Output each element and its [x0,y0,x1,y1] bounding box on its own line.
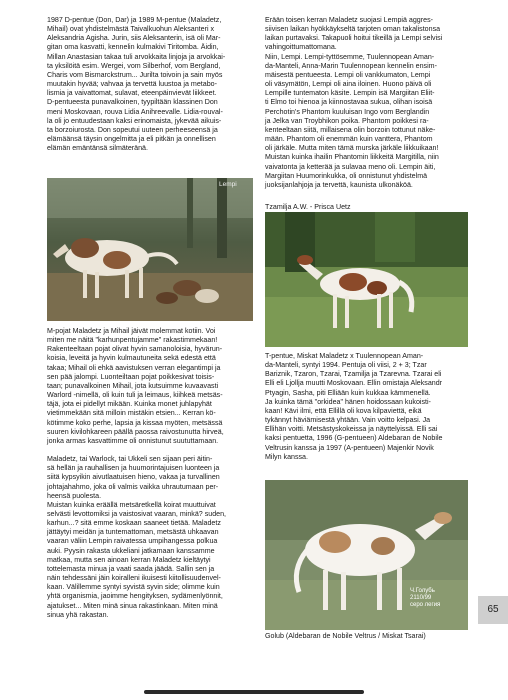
tzamilja-caption: Tzamilja A.W. - Prisca Uetz [265,203,351,211]
right-column-top-text [265,16,469,199]
right-column-middle-text [265,352,469,471]
left-paragraph-3: Maladetz, tai Warlock, tai Ukkeli sen sijaan peri äitin- sä hellän ja rauhallisen ja huumorintajuisen luonteen ja siitä kypsyikin aivutlaatuisen hieno, vakaa ja turvallinen johtajahahmo, joka oli valmis vaikka uhrautumaan per- heensä puolesta. Muistan kuinka eräällä metsäretkellä koirat muuttuivat selvästi levottomiksi ja vaistosivat vaaran, minkä? suden, karhun...? sitä emme koskaan saaneet tietää. Maladetz jättäytyi meidän ja tuntemattoman, metsästä uhkaavan vaaran väliin Lempin raivatessa umpihangessa polkua auki. Pyysin rakasta ukkeliani jatkamaan kanssamme matkaa, mutta sen ainoan kerran Maladetz kieltäytyi tottelemasta minua ja vaati saada jäädä. Sallin sen ja näin tehdessäni jäin koiralleni ikuisesti kiitollisuudenvel- kaan. Välillemme syntyi syvistä syvin side; olimme kuin yhtä organismia, jaoimme hengityksen, sydämenlyönnit, ajatukset... Miten minä sinua rakastinkaan. Miten minä sinua yhä rakastan. [47,455,226,619]
tzamilja-photo-image [265,212,468,347]
left-paragraph-2: M-pojat Maladetz ja Mihail jäivät molemmat kotiin. Voi miten me näitä "karhunpentujamme" rakastimmekaan! Rakenteeltaan pojat olivat hyvin samanoloisia, hyvärun- koisia, leveitä ja hyvin kulmautuneita sekä edestä että takaa; Mihail oli ehkä aavistuksen verran elegantimpi ja sen pää jalompi. Luonteiltaan pojat poikkesivat toisis- taan; punavalkoinen Mihail, jota kutsuimme kuvaavasti Warlord -nimellä, oli kuin tuli ja leimaus, kiihkeä metsäs- täjä, jota ei pidellyt mikään. Kuinka monet juhlapyhät vietimmekään sitä milloin mistäkin etsien... Kerran kö- kötimme koko perhe, lapsia ja kissaa myöten, metsässä suuren kivilohkareen päällä paossa raivostunutta hirveä, jonka armas kasvattimme oli onnistunut suututtamaan. [47,327,224,445]
page-number: 65 [478,596,508,624]
left-column-bottom-text [47,327,255,629]
tzamilja-photo [265,212,468,347]
lempi-photo-credit: Lempi [219,181,237,188]
left-paragraph-1: 1987 D-pentue (Don, Dar) ja 1989 M-pentue (Maladetz, Mihail) ovat yhdistelmästä Taivalkuohun Aleksanteri x Aleksandriа Agisha. Jurin, siis Aleksanterin, isä oli Mar- gitan oma kasvatti, kennelin kulmakivi Tiritomba. Äidin, Millan Anastasian takaa tuli arvokkaita linjoja ja arvokkai- ta yksilöitä esim. Wergei, vom Silberhof, vom Bergland, Charis vom Bismarckstrum... Jurilta toivoin ja sain myös muutakin hyvää; vahvaa ja tervettä luustoa ja metabo- lismia ja vaivattomat, sulavat, eteenpäinvievät liikkeet. D-pentueesta punavalkoinen, tyypiltään klassinen Don meni Moskovaan, rouva Lidia Anihreevalle. Lidia-rouval- la oli jo entuudestaan kaksi erinomaista, jykevää aikuis- ta borzoiurosta. Don sopeutui uuteen perheeseensä ja elämäänsä täysin ongelmitta ja eli pitkän ja onnellisen elämän emäntänsä silmäteränä. [47,16,226,153]
right-paragraph-2: T-pentue, Miskat Maladetz x Tuulennopean Aman- da-Manteli, syntyi 1994. Pentuja oli viisi, 2 + 3; Tzar Bariznik, Tzaron, Tzarai, Tzamilja ja Tzarevna. Tzarai eli Elli eli Ljollja muutti Moskovaan. Ellin omistaja Aleksandr Ptyagin, Sasha, piti Elliään kuin kukkaa kämmenellä. Ja kuinka tämä "orkidea" hänen hoidossaan kukoisti- kaan! Kävi ilmi, että Ellillä oli kova kilpaviettä, eikä tykännyt häviämisestä yhtään. Vain voitto kelpasi. Ja Ellihän voitti. Metsästyskokeissa ja näyttelyissä. Elli sai kaksi pentuetta, 1996 (G-pentueen) Aldebaran de Nobile Veltrusin kanssa ja 1997 (A-pentueen) Majenkir Novik Milyn kanssa. [265,352,443,461]
scroll-indicator[interactable] [144,690,364,694]
golub-photo-watermark: Ч.Голубь 2110/99 серо легия [410,588,441,608]
golub-photo [265,480,468,630]
lempi-photo-image [47,178,253,321]
golub-caption: Golub (Aldebaran de Nobile Veltrus / Miskat Tsarai) [265,632,426,640]
lempi-photo [47,178,253,321]
left-column-top-text [47,16,255,162]
right-paragraph-1: Erään toisen kerran Maladetz suojasi Lempiä aggres- siivisen laikan hyökkäykseltä tarjoten oman takalistonsa laikan purtavaksi. Takapuoli hoitui tikeillä ja Lempi selvisi vahingoittumattomana. Niin, Lempi. Lempi-tyttösemme, Tuulennopean Aman- da-Manteli, Anna-Marin Tuulennopean kennelin ensim- mäisestä pentueesta. Lempi oli vankkumaton, Lempi oli väsymätön, Lempi oli aina iloinen. Huono päivä oli Lempille tuntematon käsite. Lempin isä Margiitan Eliit- ti Elmo toi hienoa ja kiinnostavaa sukua, olihan isoisä Perchotin's Phantom kuuluisan Ingo vom Berglandin ja Jelka van Troybhikon poika. Phantom poikkesi ra- kenteeltaan siitä, millaisena olin borzoin tottunut näke- mään. Phantom oli enemmän kuin vanttera, Phantom oli järkäle. Mutta miten tämä murska järkäle liikkuikaan! Muistan kuinka ihailin Phantomin liikkeitä Margitilla, niin vaivatonta ja ketterää ja sulavaa meno oli. Lempin äiti, Margiitan Huumorinkukka, oli onnistunut yhdistelmä juoksijanlahjoja ja tervettä, kaunista ulkonäköä. [265,16,443,189]
